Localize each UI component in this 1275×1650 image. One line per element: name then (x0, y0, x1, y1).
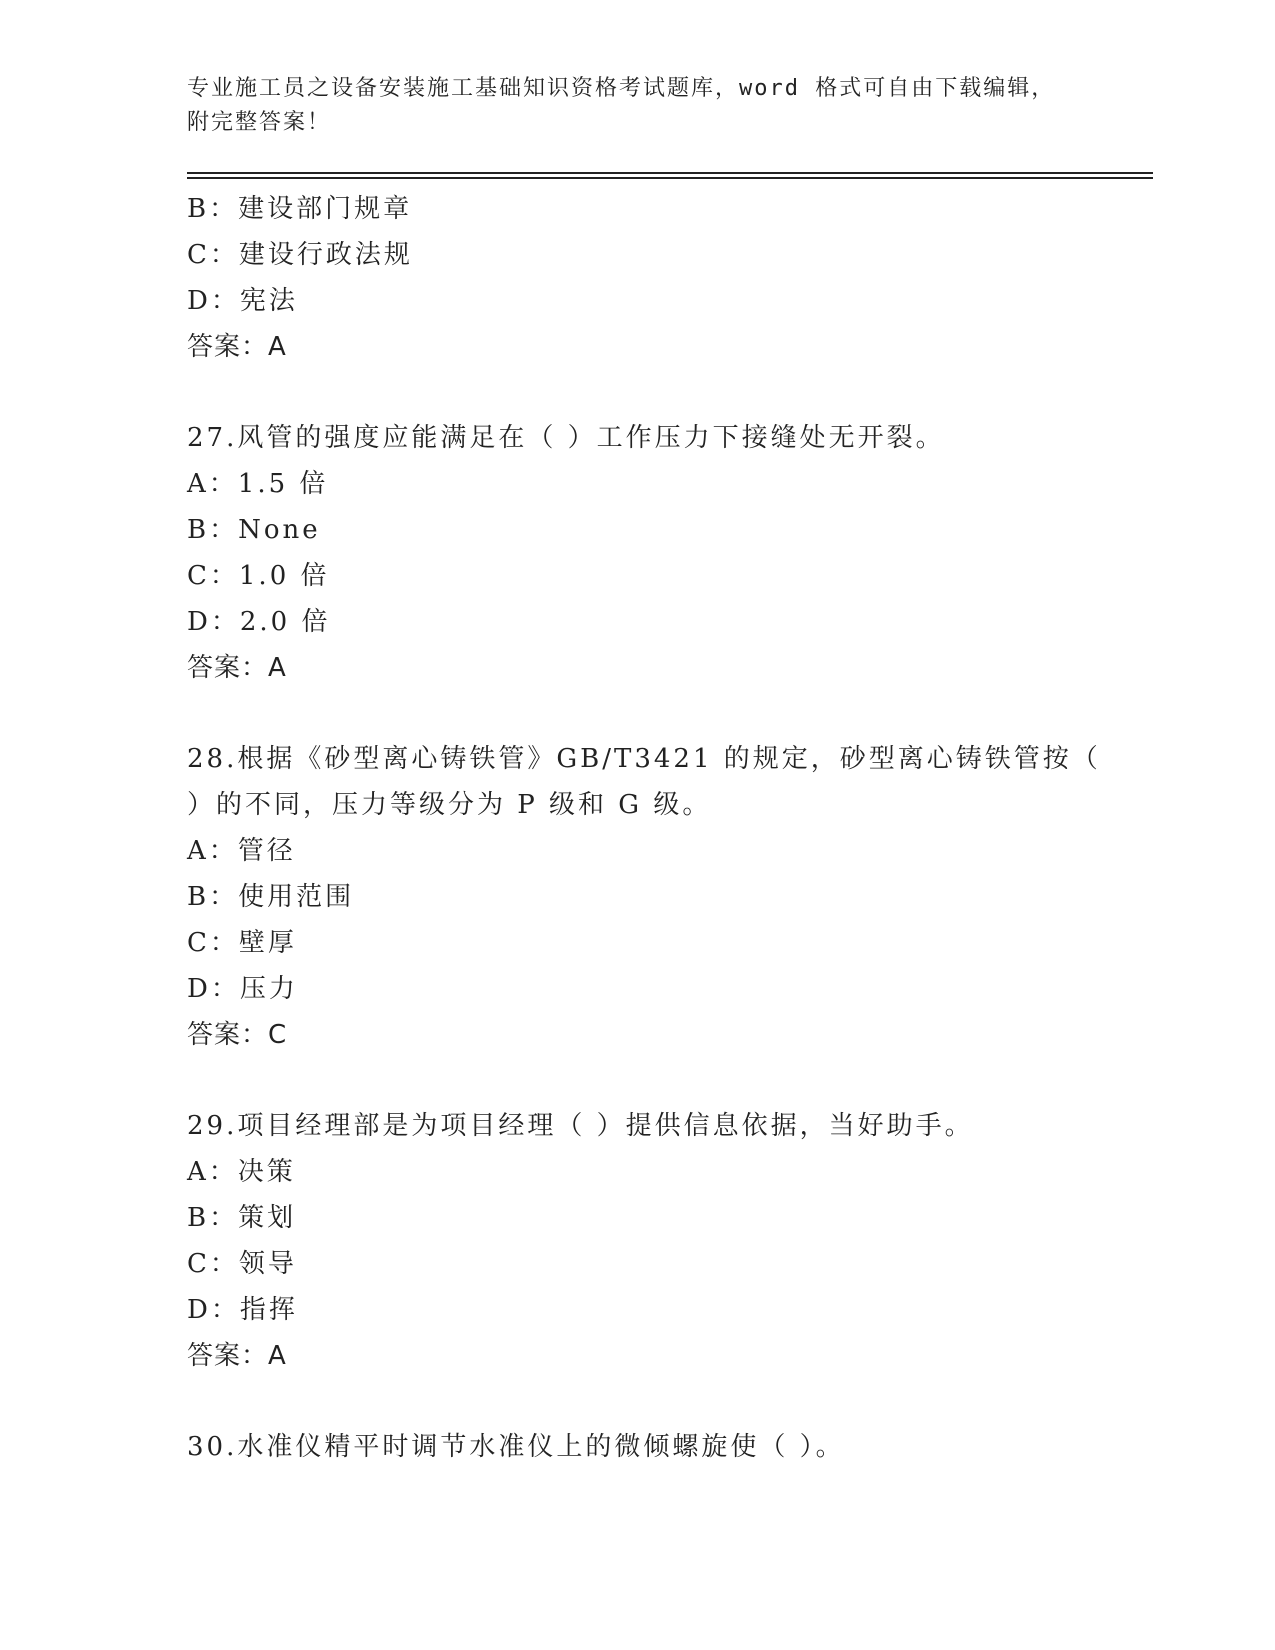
question-text: 27.风管的强度应能满足在（ ）工作压力下接缝处无开裂。 (187, 423, 945, 453)
option-b: B：建设部门规章 (187, 194, 413, 224)
question-text: 29.项目经理部是为项目经理（ ）提供信息依据，当好助手。 (187, 1111, 974, 1141)
option-d: D：2.0 倍 (187, 607, 331, 637)
option-b: B：使用范围 (187, 882, 355, 912)
answer: 答案：A (187, 332, 287, 362)
header-divider-top (187, 172, 1153, 174)
question-26-continued (187, 186, 1153, 370)
question-list (187, 186, 1153, 1470)
option-a: A：决策 (187, 1157, 296, 1187)
answer: 答案：C (187, 1020, 288, 1050)
option-c: C：壁厚 (187, 928, 297, 958)
question-28 (187, 736, 1153, 1058)
question-29 (187, 1103, 1153, 1379)
question-27 (187, 415, 1153, 691)
option-d: D：指挥 (187, 1295, 298, 1325)
option-b: B：None (187, 515, 321, 545)
option-a: A：1.5 倍 (187, 469, 329, 499)
option-c: C：建设行政法规 (187, 240, 413, 270)
answer: 答案：A (187, 1341, 287, 1371)
header-line-2: 附完整答案！ (187, 110, 332, 135)
question-text-line-1: 28.根据《砂型离心铸铁管》GB/T3421 的规定，砂型离心铸铁管按（ (187, 744, 1101, 774)
option-d: D：压力 (187, 974, 298, 1004)
header-line-1: 专业施工员之设备安装施工基础知识资格考试题库，word 格式可自由下载编辑， (187, 76, 1056, 101)
question-text: 30.水准仪精平时调节水准仪上的微倾螺旋使（ ）。 (187, 1432, 845, 1462)
option-c: C：领导 (187, 1249, 297, 1279)
option-b: B：策划 (187, 1203, 297, 1233)
option-a: A：管径 (187, 836, 296, 866)
answer: 答案：A (187, 653, 287, 683)
document-header (187, 72, 1067, 140)
header-divider-bottom (187, 177, 1153, 179)
question-text-line-2: ）的不同，压力等级分为 P 级和 G 级。 (187, 790, 712, 820)
option-c: C：1.0 倍 (187, 561, 330, 591)
option-d: D：宪法 (187, 286, 298, 316)
question-30 (187, 1424, 1153, 1470)
